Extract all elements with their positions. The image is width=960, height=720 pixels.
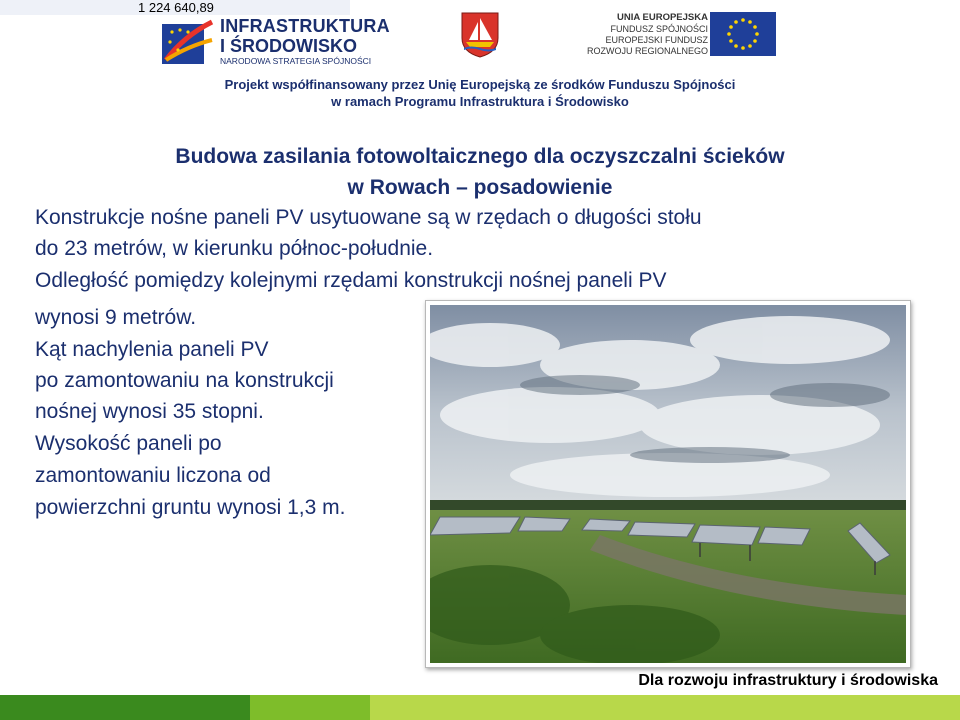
footer-slogan: Dla rozwoju infrastruktury i środowiska [638,672,938,689]
body-line: po zamontowaniu na konstrukcji [35,369,334,392]
body-line: Wysokość paneli po [35,432,222,455]
eu-logo-line3: EUROPEJSKI FUNDUSZ [605,35,708,45]
coat-of-arms-icon [461,12,499,58]
eu-logo-line2: FUNDUSZ SPÓJNOŚCI [610,24,708,34]
eu-logo-line4: ROZWOJU REGIONALNEGO [586,46,708,56]
project-line-2: w ramach Programu Infrastruktura i Środowisko [331,94,629,109]
logo-infra-line3: NARODOWA STRATEGIA SPÓJNOŚCI [220,56,372,66]
footer-segment-light [370,695,960,720]
infrastruktura-logo [162,14,390,70]
body-line: Kąt nachylenia paneli PV [35,338,269,361]
eu-flag-icon [710,12,776,56]
slide-title-line2: w Rowach – posadowienie [347,176,613,199]
body-line: powierzchni gruntu wynosi 1,3 m. [35,496,346,519]
body-line: zamontowaniu liczona od [35,464,271,487]
solar-farm-illustration [430,305,906,663]
body-line: wynosi 9 metrów. [35,306,197,329]
project-line-1: Projekt współfinansowany przez Unię Europejską ze środków Funduszu Spójności [224,77,736,92]
amount-label: 1 224 640,89 [0,0,350,15]
body-line: Konstrukcje nośne paneli PV usytuowane są w rzędach o długości stołu [35,206,702,229]
body-line: nośnej wynosi 35 stopni. [35,400,264,423]
eu-logo-line1: UNIA EUROPEJSKA [617,12,708,23]
slide-title-line1: Budowa zasilania fotowoltaicznego dla oczyszczalni ścieków [175,145,785,168]
body-line: do 23 metrów, w kierunku północ-południe. [35,237,434,260]
eu-logo [586,12,776,58]
star-swoosh-icon [162,16,214,68]
logo-infra-line1: INFRASTRUKTURA [220,16,390,36]
footer-bar [0,695,960,720]
footer-segment-mid [250,695,370,720]
logo-infra-line2: I ŚRODOWISKO [220,36,358,56]
footer-segment-dark [0,695,250,720]
solar-farm-photo [425,300,911,668]
body-line: Odległość pomiędzy kolejnymi rzędami konstrukcji nośnej paneli PV [35,269,667,292]
